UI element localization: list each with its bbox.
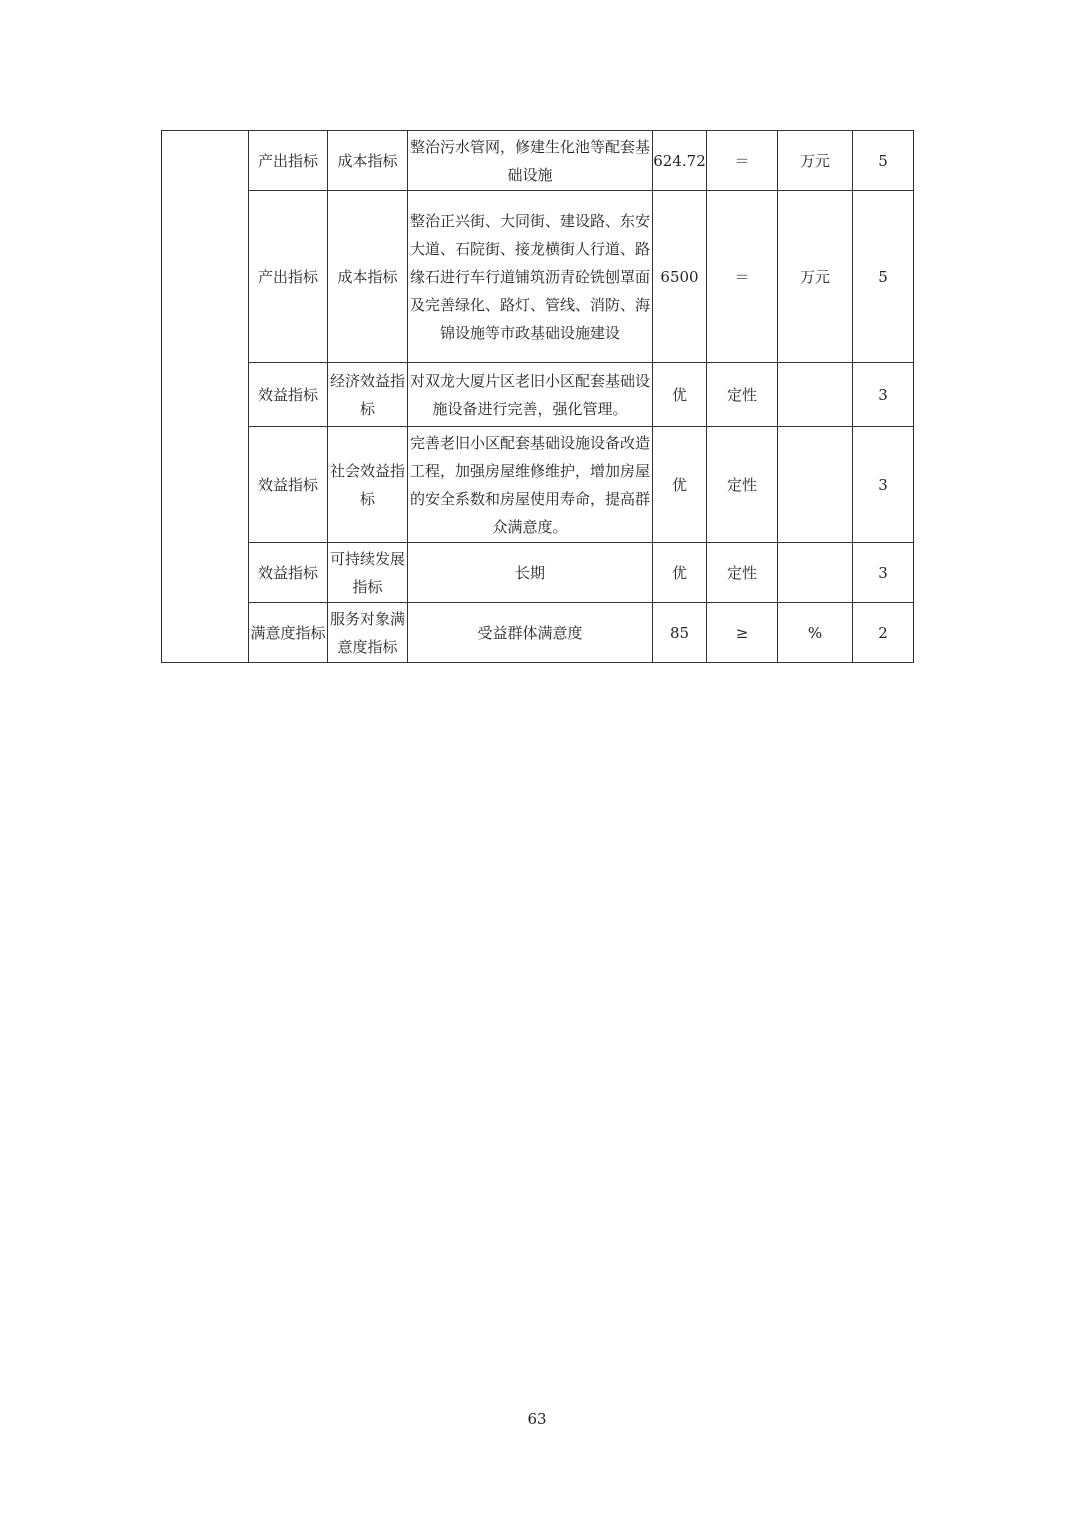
level2-indicator-cell: 服务对象满意度指标	[328, 603, 408, 663]
level2-indicator-cell: 成本指标	[328, 191, 408, 363]
table-row	[162, 427, 914, 543]
level2-indicator-cell: 可持续发展指标	[328, 543, 408, 603]
level1-indicator-cell: 满意度指标	[249, 603, 328, 663]
page-number: 63	[527, 1410, 547, 1428]
indicator-unit-cell: 万元	[778, 131, 853, 191]
indicator-value-cell: 6500	[653, 191, 707, 363]
merged-first-column-cell	[162, 131, 249, 663]
indicator-unit-cell: 万元	[778, 191, 853, 363]
indicator-operator-cell: ＝	[707, 131, 778, 191]
indicator-description-cell: 长期	[408, 543, 653, 603]
indicator-value-cell: 85	[653, 603, 707, 663]
indicator-description-cell: 整治污水管网，修建生化池等配套基础设施	[408, 131, 653, 191]
indicator-value-cell: 优	[653, 427, 707, 543]
indicator-operator-cell: 定性	[707, 363, 778, 427]
indicator-weight-cell: 3	[853, 427, 914, 543]
indicator-description-cell: 完善老旧小区配套基础设施设备改造工程，加强房屋维修维护，增加房屋的安全系数和房屋使用寿命，提高群众满意度。	[408, 427, 653, 543]
indicator-unit-cell: %	[778, 603, 853, 663]
level1-indicator-cell: 效益指标	[249, 543, 328, 603]
table-row	[162, 191, 914, 363]
level1-indicator-cell: 效益指标	[249, 363, 328, 427]
indicator-unit-cell	[778, 543, 853, 603]
indicator-description-cell: 整治正兴街、大同街、建设路、东安大道、石院街、接龙横街人行道、路缘石进行车行道铺筑沥青砼铣刨罩面及完善绿化、路灯、管线、消防、海锦设施等市政基础设施建设	[408, 191, 653, 363]
indicator-operator-cell: ≥	[707, 603, 778, 663]
indicator-description-cell: 对双龙大厦片区老旧小区配套基础设施设备进行完善，强化管理。	[408, 363, 653, 427]
indicator-value-cell: 优	[653, 543, 707, 603]
level2-indicator-cell: 社会效益指标	[328, 427, 408, 543]
indicator-operator-cell: 定性	[707, 543, 778, 603]
level1-indicator-cell: 产出指标	[249, 191, 328, 363]
indicator-value-cell: 优	[653, 363, 707, 427]
table-row	[162, 131, 914, 191]
performance-indicator-table	[161, 130, 914, 663]
indicator-weight-cell: 5	[853, 191, 914, 363]
table-row	[162, 543, 914, 603]
indicator-operator-cell: 定性	[707, 427, 778, 543]
level2-indicator-cell: 成本指标	[328, 131, 408, 191]
indicator-weight-cell: 3	[853, 363, 914, 427]
level2-indicator-cell: 经济效益指标	[328, 363, 408, 427]
indicator-weight-cell: 5	[853, 131, 914, 191]
indicator-weight-cell: 2	[853, 603, 914, 663]
indicator-value-cell: 624.72	[653, 131, 707, 191]
table-row	[162, 363, 914, 427]
level1-indicator-cell: 产出指标	[249, 131, 328, 191]
indicator-operator-cell: ＝	[707, 191, 778, 363]
indicator-unit-cell	[778, 427, 853, 543]
indicator-description-cell: 受益群体满意度	[408, 603, 653, 663]
indicator-unit-cell	[778, 363, 853, 427]
table-row	[162, 603, 914, 663]
level1-indicator-cell: 效益指标	[249, 427, 328, 543]
indicator-weight-cell: 3	[853, 543, 914, 603]
